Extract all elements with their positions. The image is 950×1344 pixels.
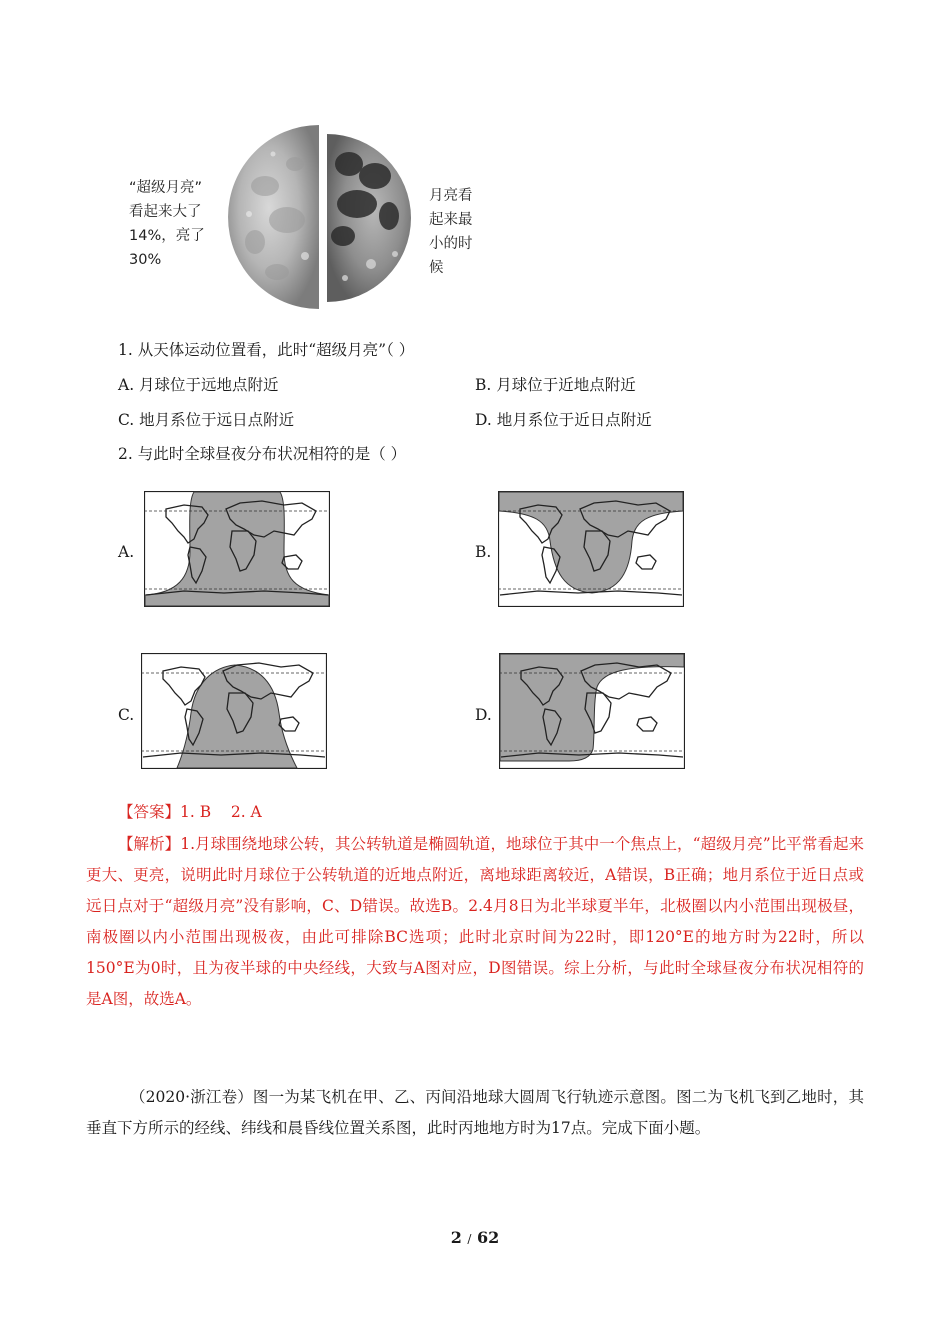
map-option-a-label: A. (118, 543, 135, 561)
map-option-b-label: B. (475, 543, 492, 561)
question-1-option-c: C. 地月系位于远日点附近 (118, 411, 295, 429)
left-caption-line: 30% (129, 252, 162, 268)
page-total: 62 (477, 1228, 500, 1247)
right-caption-line: 月亮看 (429, 188, 473, 204)
page-number: 2 (450, 1228, 462, 1247)
right-caption-line: 起来最 (429, 212, 473, 228)
map-option-c-label: C. (118, 706, 135, 724)
map-option-b (498, 491, 684, 607)
page-separator: / (467, 1232, 472, 1246)
analysis-text: 1.月球围绕地球公转，其公转轨道是椭圆轨道，地球位于其中一个焦点上，“超级月亮”比平常看起来更大、更亮，说明此时月球位于公转轨道的近地点附近，离地球距离较近，A错误，B正确；地月系位于近日点或远日点对于“超级月亮”没有影响，C、D错误。故选B。2.4月8日为北半球夏半年，北极圈以内小范围出现极昼，南极圈以内小范围出现极夜，由此可排除BC选项；此时北京时间为22时，即120°E的地方时为22时，所以150°E为0时，且为夜半球的中央经线，大致与A图对应，D图错误。综上分析，与此时全球昼夜分布状况相符的是A图，故选A。 (86, 835, 864, 1008)
right-caption-line: 小的时 (429, 236, 473, 252)
answer-line (118, 802, 262, 822)
map-option-d (499, 653, 685, 769)
map-option-d-label: D. (475, 706, 492, 724)
question-2-stem: 2. 与此时全球昼夜分布状况相符的是（ ） (118, 445, 407, 463)
analysis-tag: 【解析】 (118, 835, 181, 853)
question-1-option-b: B. 月球位于近地点附近 (475, 376, 636, 394)
right-caption-line: 候 (429, 260, 444, 276)
map-option-a (144, 491, 330, 607)
question-1-stem: 1. 从天体运动位置看，此时“超级月亮”（ ） (118, 341, 415, 359)
next-question-intro: （2020·浙江卷）图一为某飞机在甲、乙、丙间沿地球大圆周飞行轨迹示意图。图二为飞机飞到乙地时，其垂直下方所示的经线、纬线和晨昏线位置关系图，此时丙地地方时为17点。完成下面小题。 (86, 1088, 864, 1137)
moon-image (225, 124, 415, 310)
answer-tag: 【答案】 (118, 803, 181, 821)
left-caption (129, 176, 205, 272)
left-caption-line: 14%，亮了 (129, 228, 205, 244)
page-footer (0, 1228, 950, 1247)
left-caption-line: “超级月亮” (129, 180, 203, 196)
map-option-c (141, 653, 327, 769)
question-1-option-d: D. 地月系位于近日点附近 (475, 411, 652, 429)
right-caption (429, 184, 473, 280)
moon-figure (115, 118, 495, 318)
question-1-option-a: A. 月球位于远地点附近 (118, 376, 279, 394)
answer-text: 1. B 2. A (180, 803, 262, 821)
analysis-paragraph (86, 829, 864, 1015)
left-caption-line: 看起来大了 (129, 204, 202, 220)
